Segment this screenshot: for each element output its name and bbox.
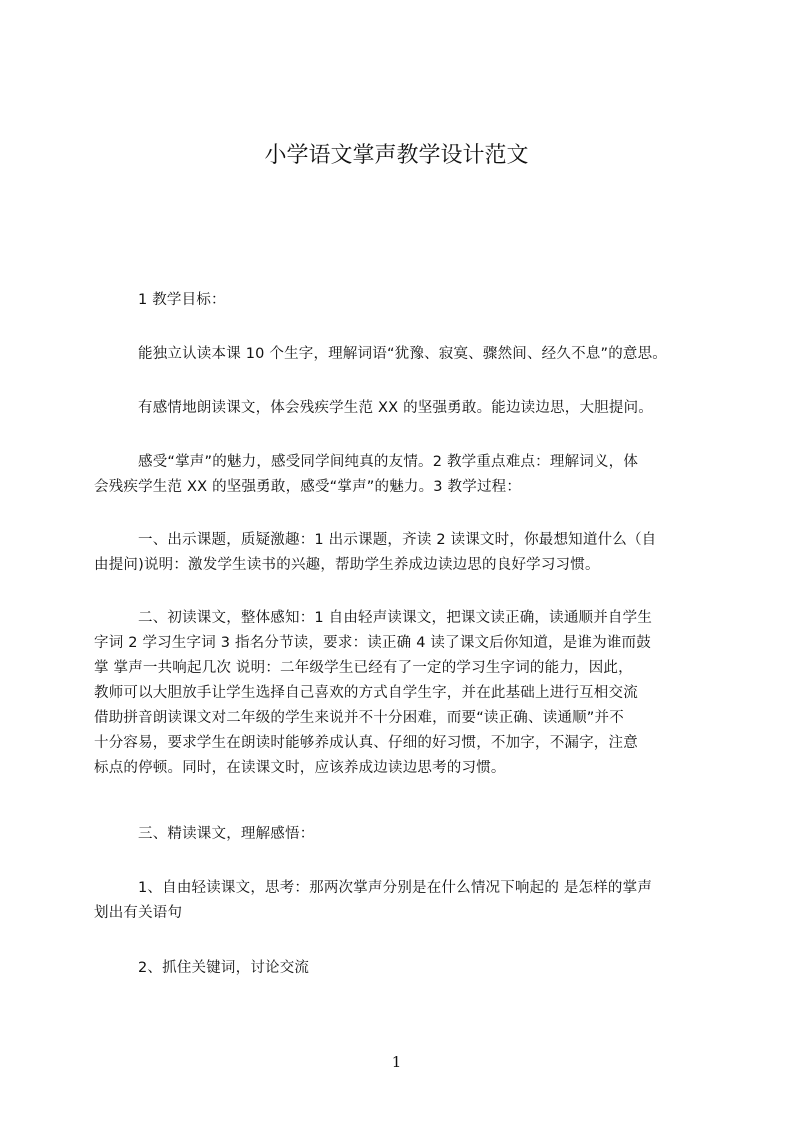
text-line: 一、出示课题，质疑激趣：1 出示课题，齐读 2 读课文时，你最想知道什么（自 xyxy=(138,532,657,548)
paragraph-section-3-heading xyxy=(94,822,716,847)
text-line: 字词 2 学习生字词 3 指名分节读，要求：读正确 4 读了课文后你知道，是谁为谁而鼓 xyxy=(94,635,651,651)
text-line: 二、初读课文，整体感知：1 自由轻声读课文，把课文读正确，读通顺并自学生 xyxy=(138,610,653,626)
text-line: 教师可以大胆放手让学生选择自己喜欢的方式自学生字，并在此基础上进行互相交流 xyxy=(94,685,638,701)
page-number: 1 xyxy=(391,1053,402,1071)
paragraph-section-3-item-2 xyxy=(94,956,716,981)
text-line: 2、抓住关键词，讨论交流 xyxy=(138,960,310,976)
text-line: 由提问)说明：激发学生读书的兴趣，帮助学生养成边读边思的良好学习习惯。 xyxy=(94,557,600,573)
paragraph-goal-2 xyxy=(94,396,716,421)
text-line: 感受“掌声”的魅力，感受同学间纯真的友情。2 教学重点难点：理解词义，体 xyxy=(138,454,639,470)
document-title: 小学语文掌声教学设计范文 xyxy=(264,143,529,168)
text-line: 三、精读课文，理解感悟： xyxy=(138,826,315,842)
text-line: 1、自由轻读课文，思考：那两次掌声分别是在什么情况下响起的 是怎样的掌声 xyxy=(138,880,653,896)
paragraph-section-3-item-1 xyxy=(94,876,716,926)
paragraph-section-2 xyxy=(94,606,716,781)
text-line: 能独立认读本课 10 个生字，理解词语“犹豫、寂寞、骤然间、经久不息”的意思。 xyxy=(138,346,667,362)
text-line: 十分容易，要求学生在朗读时能够养成认真、仔细的好习惯，不加字，不漏字，注意 xyxy=(94,735,638,751)
text-line: 掌 掌声一共响起几次 说明：二年级学生已经有了一定的学习生字词的能力，因此， xyxy=(94,660,633,676)
paragraph-goal-3 xyxy=(94,450,716,500)
paragraph-teaching-goals-heading xyxy=(94,288,716,313)
paragraph-goal-1 xyxy=(94,342,716,367)
text-line: 会残疾学生范 XX 的坚强勇敢，感受“掌声”的魅力。3 教学过程： xyxy=(94,479,522,495)
text-line: 标点的停顿。同时，在读课文时，应该养成边读边思考的习惯。 xyxy=(94,760,506,776)
text-line: 1 教学目标： xyxy=(138,292,226,308)
paragraph-section-1 xyxy=(94,528,716,578)
text-line: 划出有关语句 xyxy=(94,905,183,921)
text-line: 借助拼音朗读课文对二年级的学生来说并不十分困难，而要“读正确、读通顺”并不 xyxy=(94,710,624,726)
text-line: 有感情地朗读课文，体会残疾学生范 XX 的坚强勇敢。能边读边思，大胆提问。 xyxy=(138,400,653,416)
